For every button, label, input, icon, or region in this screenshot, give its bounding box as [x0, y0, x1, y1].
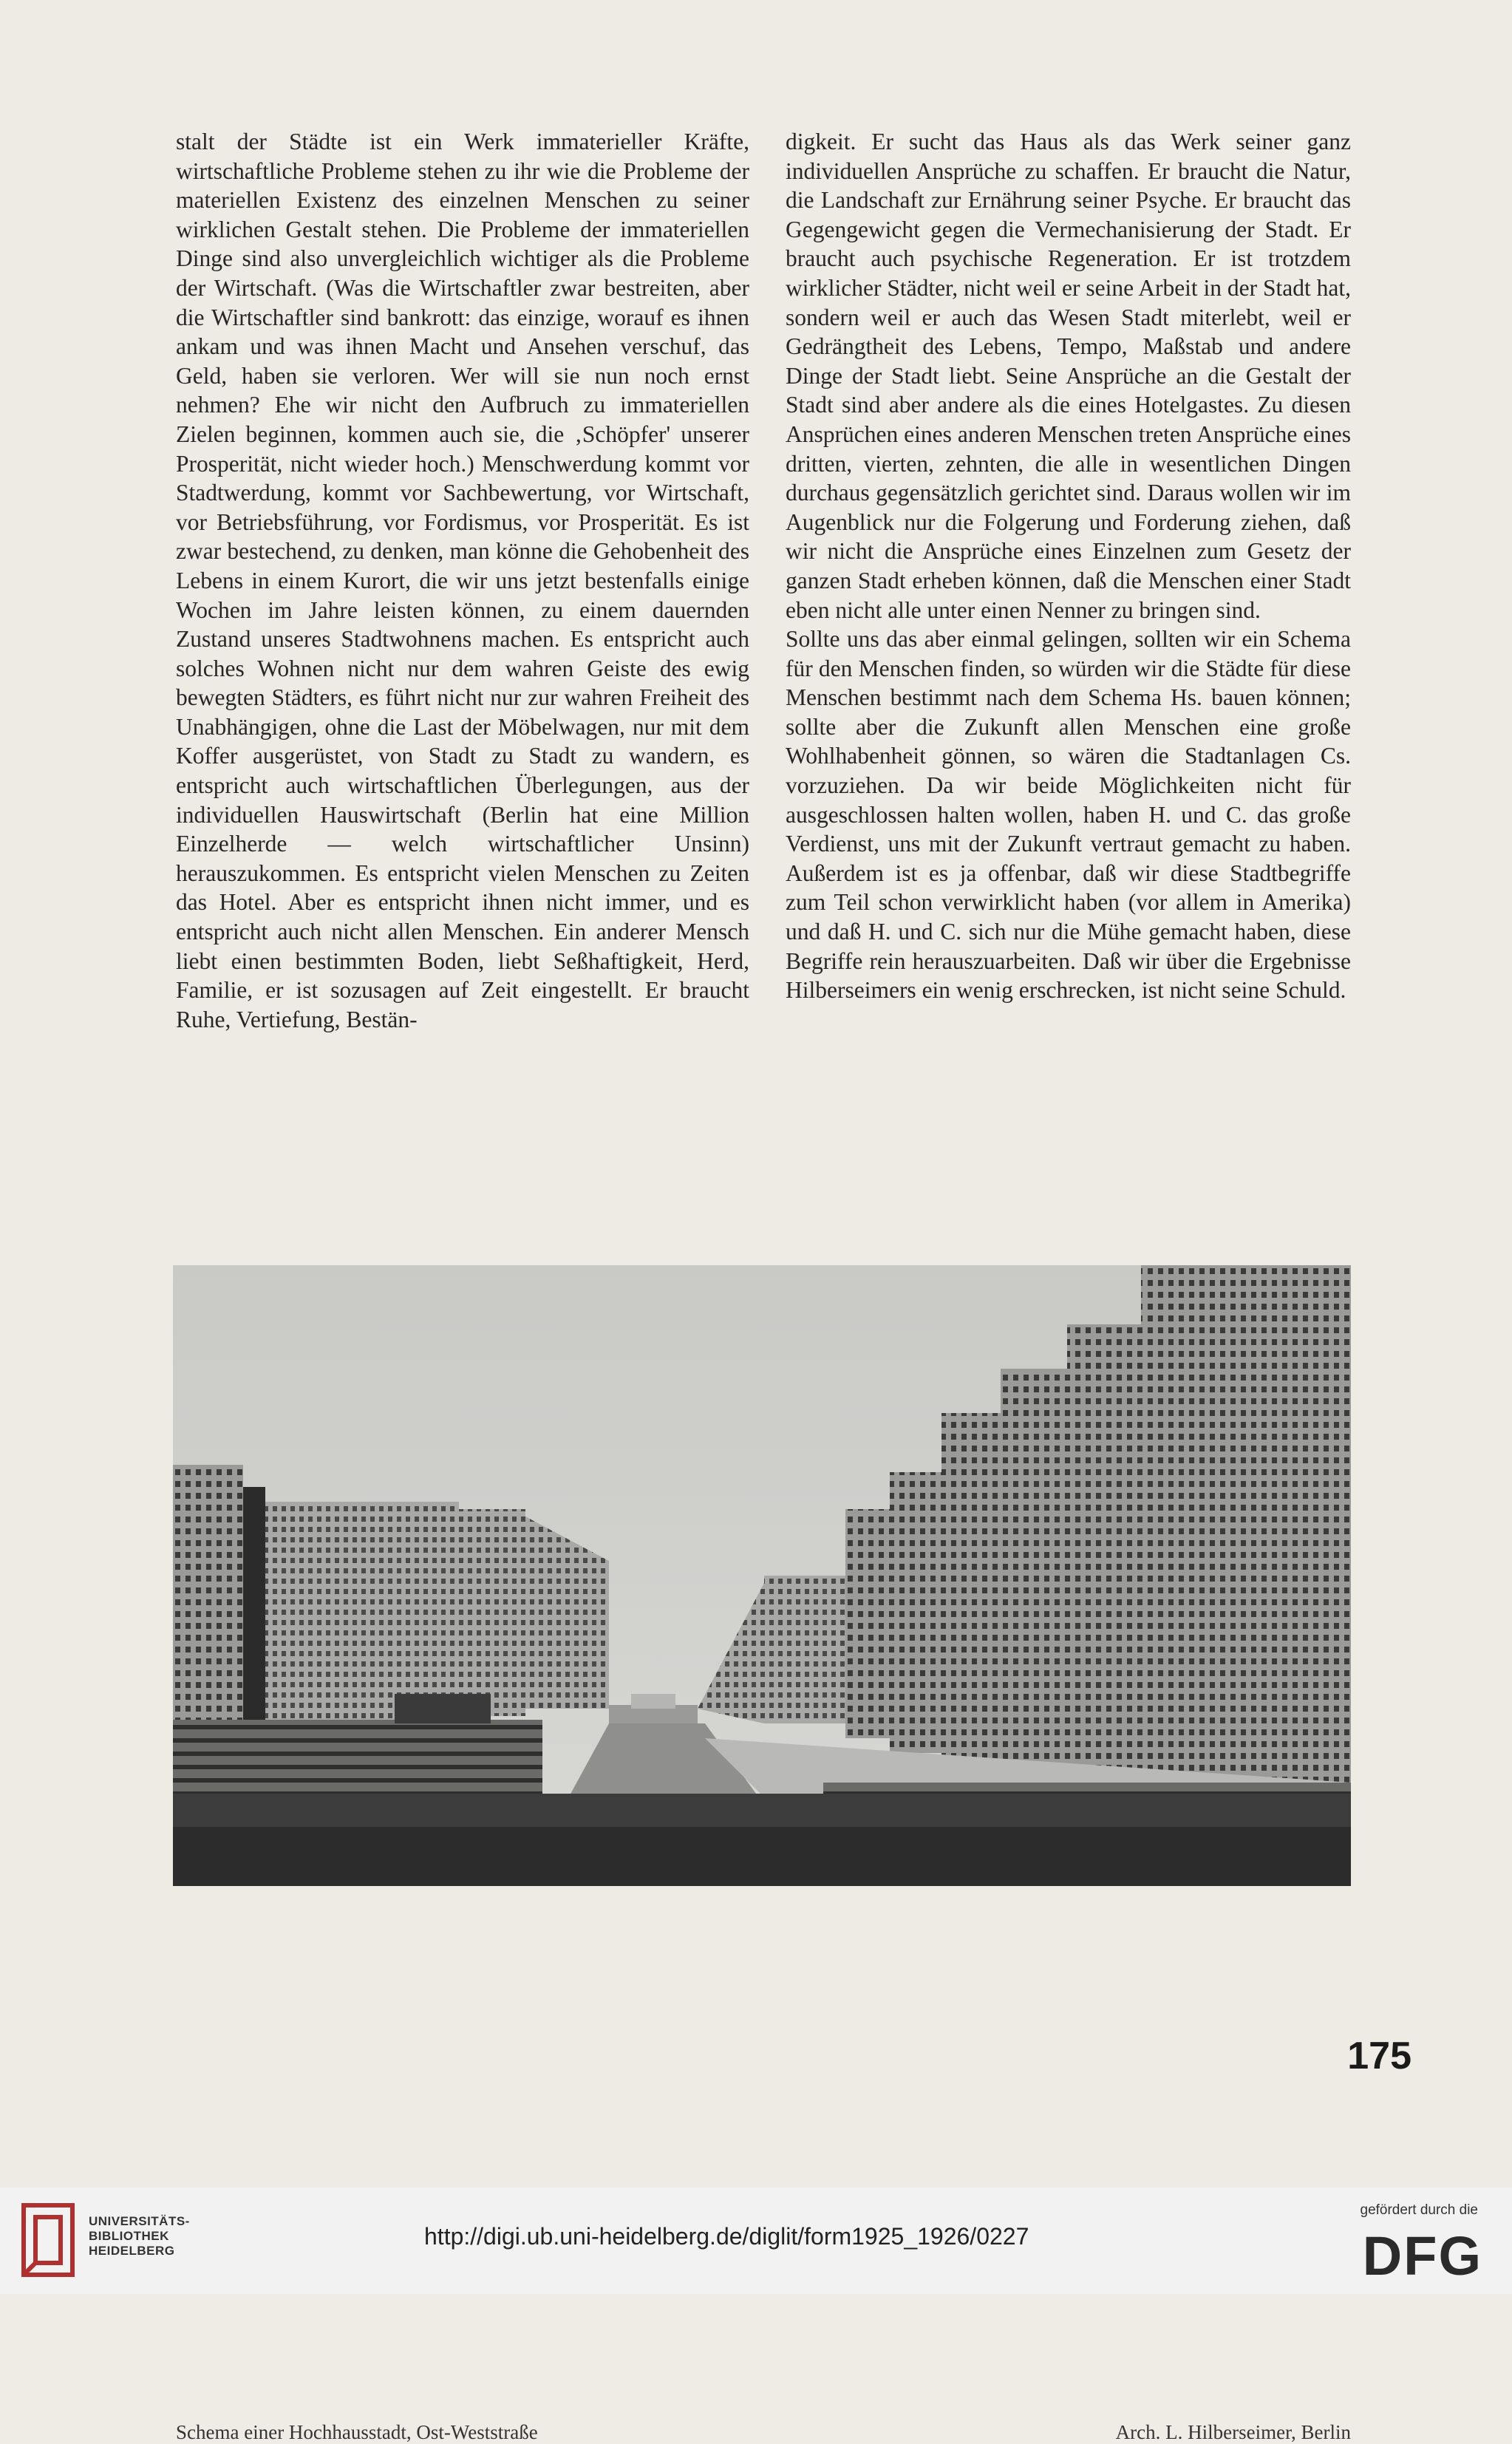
page-number: 175: [1347, 2035, 1411, 2077]
digitization-footer: [0, 2188, 1512, 2294]
left-text-column: [176, 127, 749, 1034]
institution-line: BIBLIOTHEK: [89, 2229, 169, 2243]
paragraph: stalt der Städte ist ein Werk immaterieller Kräfte, wirtschaftliche Probleme stehen zu ihr wie die Probleme der materiellen Existenz des einzelnen Menschen zu seiner wirklichen Gestalt stehen. Die Probleme der immateriellen Dinge sind also unvergleichlich wichtiger als die Probleme der Wirtschaft. (Was die Wirtschaftler zwar bestreiten, aber die Wirtschaftler sind bankrott: das einzige, worauf es ihnen ankam und was ihnen Macht und Ansehen verschuf, das Geld, haben sie verloren. Wer will sie nun noch ernst nehmen? Ehe wir nicht den Aufbruch zu immateriellen Zielen beginnen, kommen auch sie, die ‚Schöpfer' unserer Prosperität, nicht wieder hoch.) Menschwerdung kommt vor Stadtwerdung, kommt vor Sachbewertung, vor Wirtschaft, vor Betriebsführung, vor Fordismus, vor Prosperität. Es ist zwar bestechend, zu denken, man könne die Gehobenheit des Lebens in einem Kurort, die wir uns jetzt bestenfalls einige Wochen im Jahre leisten können, zu einem dauernden Zustand unseres Stadtwohnens machen. Es entspricht auch solches Wohnen nicht nur dem wahren Geiste des ewig bewegten Städters, es führt nicht nur zur wahren Freiheit des Unabhängigen, ohne die Last der Möbelwagen, nur mit dem Koffer ausgerüstet, von Stadt zu Stadt zu wandern, es entspricht auch wirtschaftlichen Überlegungen, aus der individuellen Hauswirtschaft (Berlin hat eine Million Einzelherde — welch wirtschaftlicher Unsinn) herauszukommen. Es entspricht vielen Menschen zu Zeiten das Hotel. Aber es entspricht ihnen nicht immer, und es entspricht auch nicht allen Menschen. Ein anderer Mensch liebt einen bestimmten Boden, liebt Seßhaftigkeit, Herd, Familie, er ist sozusagen auf Zeit eingestellt. Er braucht Ruhe, Vertiefung, Bestän-: [176, 129, 749, 1032]
source-url-link[interactable]: http://digi.ub.uni-heidelberg.de/diglit/form1925_1926/0227: [424, 2223, 1029, 2250]
paragraph: Sollte uns das aber einmal gelingen, sollten wir ein Schema für den Menschen finden, so würden wir die Städte für diese Menschen bestimmt nach dem Schema Hs. bauen können; sollte aber die Zukunft allen Menschen eine große Wohlhabenheit gönnen, so wären die Stadtanlagen Cs. vorzuziehen. Da wir beide Möglichkeiten nicht für ausgeschlossen halten wollen, haben H. und C. das große Verdienst, uns mit der Zukunft vertraut gemacht zu haben. Außerdem ist es ja offenbar, daß wir diese Stadtbegriffe zum Teil schon verwirklicht haben (vor allem in Amerika) und daß H. und C. sich nur die Mühe gemacht haben, diese Begriffe rein herauszuarbeiten. Daß wir über die Ergebnisse Hilberseimers ein wenig erschrecken, ist nicht seine Schuld.: [786, 626, 1351, 1004]
institution-line: HEIDELBERG: [89, 2244, 175, 2258]
figure-caption: Schema einer Hochhausstadt, Ost-Weststraße: [176, 2421, 538, 2443]
dfg-logo: DFG: [1362, 2225, 1482, 2287]
library-seal-icon: [21, 2202, 75, 2278]
institution-line: UNIVERSITÄTS-: [89, 2214, 190, 2228]
funded-by-label: gefördert durch die: [1360, 2202, 1478, 2218]
right-text-column: [786, 127, 1351, 1005]
paragraph: digkeit. Er sucht das Haus als das Werk seiner ganz individuellen Ansprüche zu schaffen. Er braucht die Natur, die Landschaft zur Ernährung seiner Psyche. Er braucht das Gegengewicht gegen die Vermechanisierung der Stadt. Er braucht auch psychische Regeneration. Er ist trotzdem wirklicher Städter, nicht weil er seine Arbeit in der Stadt hat, sondern weil er auch das Wesen Stadt miterlebt, weil er Gedrängtheit des Lebens, Tempo, Maßstab und andere Dinge der Stadt liebt. Seine Ansprüche an die Gestalt der Stadt sind aber andere als die eines Hotelgastes. Zu diesen Ansprüchen eines anderen Menschen treten Ansprüche eines dritten, vierten, zehnten, die alle in wesentlichen Dingen durchaus gegensätzlich gerichtet sind. Daraus wollen wir im Augenblick nur die Folgerung und Forderung ziehen, daß wir nicht die Ansprüche eines Einzelnen zum Gesetz der ganzen Stadt erheben können, daß die Menschen einer Stadt eben nicht alle unter einen Nenner zu bringen sind.: [786, 129, 1352, 623]
institution-name: [89, 2214, 190, 2259]
figure-credit: Arch. L. Hilberseimer, Berlin: [1115, 2421, 1351, 2443]
high-rise-city-drawing: [173, 1265, 1351, 1886]
